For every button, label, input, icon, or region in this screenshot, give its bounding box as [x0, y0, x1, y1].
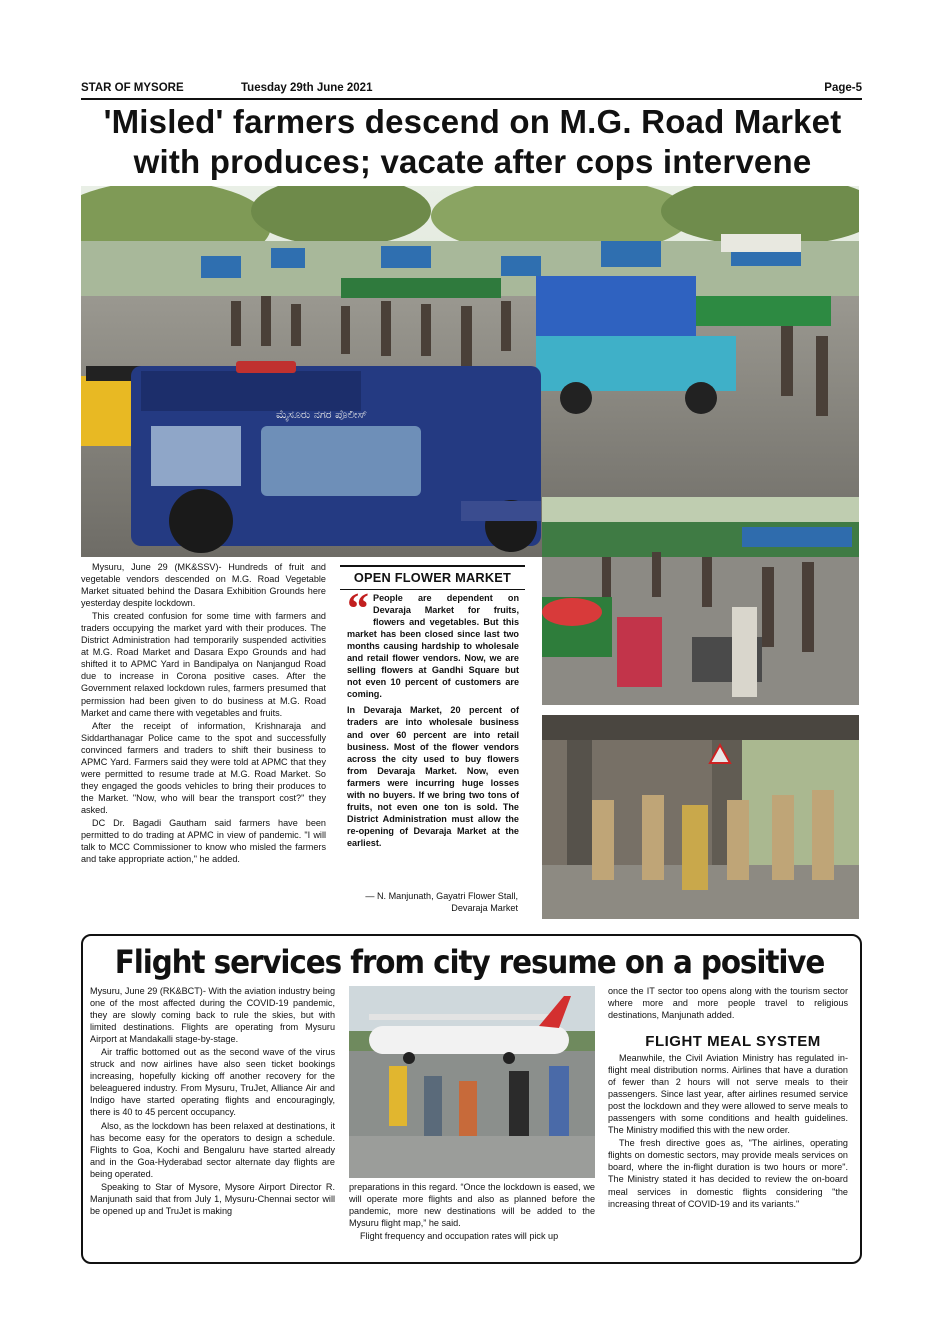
story1-paragraph-3: After the receipt of information, Krishnaraja and Siddarthanagar Police came to the spot and successfully convinced farmers and traders to shift their business to APMC Yard. Farmers said they were told at APMC that they were permitted to resume trade at M.G. Road Market. So they engaged the goods vehicles to bring their produces to the Market. "Now, who will bear the transport cost?" they asked. — [81, 720, 326, 815]
sidebar-attribution: — N. Manjunath, Gayatri Flower Stall, Devaraja Market — [365, 891, 518, 914]
sidebar-paragraph-1: People are dependent on Devaraja Market for fruits, flowers and vegetables. But this market has been closed since last two months causing hardship to wholesale and retail flower vendors. Now, we are selling flowers at Gandhi Square but not even 10 percent of customers are coming. — [347, 593, 519, 700]
sidebar-title: OPEN FLOWER MARKET — [340, 565, 525, 590]
story1-paragraph-2: This created confusion for some time with farmers and traders occupying the market yard with their produces. The District Administration had temporarily suspended activities at M.G. Road Market and Dasara Expo Grounds and had shifted it to APMC Yard in Bandipalya on Nanjangud Road due to increase in Corona positive cases. After the Government relaxed lockdown rules, farmers presumed that permission had been given to do business at M.G. Road Market and came there with vegetables and fruits. — [81, 611, 326, 718]
flight-meal-subhead: FLIGHT MEAL SYSTEM — [645, 1033, 821, 1050]
story2-col3-paragraph-2: The fresh directive goes as, "The airlines, operating flights on domestic sectors, may provide meals services on board, where the in-flight duration is two hours or more". The Ministry stated it has decided to review the on-board meal services in domestic flights considering "the increasing threat of COVID-19 and its variants." — [608, 1138, 848, 1209]
story1-body — [81, 561, 326, 865]
masthead — [81, 80, 862, 98]
story2-column-2 — [349, 1181, 595, 1242]
story2-col1-paragraph-1: Mysuru, June 29 (RK&BCT)- With the aviation industry being one of the most affected during the COVID-19 pandemic, they are slowly coming back to rule the skies, but with limited destinations. Flights are operating from Mysuru Airport at Mandakalli stage-by-stage. — [90, 986, 335, 1045]
story2-col1-paragraph-4: Speaking to Star of Mysore, Mysore Airport Director R. Manjunath said that from July 1, Mysuru-Chennai sector will be opened up and TruJet is making — [90, 1181, 335, 1216]
issue-date: Tuesday 29th June 2021 — [241, 82, 373, 94]
photo-police-under-bridge — [542, 715, 859, 919]
page-number: Page-5 — [824, 82, 862, 94]
story2-col2-paragraph-2: Flight frequency and occupation rates will pick up — [360, 1231, 559, 1242]
story2-col1-paragraph-3: Also, as the lockdown has been relaxed at destinations, it has become easy for the operators to design a schedule. Flights to Goa, Kochi and Bengaluru have started already and in the Goa-Hyderabad sector alternate day flights are being operated. — [90, 1120, 335, 1179]
story2-column-3-top — [608, 985, 848, 1021]
story2-col1-paragraph-2: Air traffic bottomed out as the second wave of the virus struck and now airlines have also seen ticket bookings increasing, hopefully kicking off another recovery for the beleaguered industry. From Mysuru, TruJet, Alliance Air and Indigo have started operating flights and encouragingly, there is 40 to 45 percent occupancy. — [90, 1047, 335, 1118]
newspaper-name: STAR OF MYSORE — [81, 82, 184, 94]
open-flower-market-sidebar — [340, 565, 525, 921]
story2-col3-paragraph-1: Meanwhile, the Civil Aviation Ministry has regulated in-flight meal distribution norms. Airlines that have a duration of fewer than 2 hours will not serve meals to their passengers. Since last year, after airlines resumed service post the lockdown and they were allowed to serve meals to passengers with some conditions and health guidelines. The Ministry modified this with the new order. — [608, 1053, 848, 1136]
sidebar-paragraph-2: In Devaraja Market, 20 percent of traders are into wholesale business and over 60 percent are into retail business. Most of the flower vendors across the city used to buy flowers from Devaraja Market. Now, even farmers were incurring huge losses with no buyers. If we bring two tons of fruits, not even one ton is sold. The District Administration must allow the re-opening of Devaraja Market at the earliest. — [347, 705, 519, 848]
story1-paragraph-1: Mysuru, June 29 (MK&SSV)- Hundreds of fruit and vegetable vendors descended on M.G. Road Vegetable Market situated behind the Dasara Exhibition Grounds here yesterday despite lockdown. — [81, 562, 326, 609]
story2-col2-paragraph-1: preparations in this regard. “Once the lockdown is eased, we will operate more flights and also as planned before the pandemic, more new destinations will be added to the Mysuru flight map,” he said. — [349, 1182, 595, 1229]
masthead-rule — [81, 98, 862, 100]
story1-headline-line2: with produces; vacate after cops intervene — [133, 143, 812, 180]
police-vehicle-label: ಮೈಸೂರು ನಗರ ಪೊಲೀಸ್ — [276, 408, 367, 421]
story2-headline: Flight services from city resume on a positive — [114, 943, 825, 981]
story2-col3-continuation: once the IT sector too opens along with the tourism sector where more and more people travel to religious destinations, Manjunath added. — [608, 986, 848, 1021]
photo-airport-passengers — [349, 986, 595, 1178]
story2-column-3 — [608, 1052, 848, 1210]
story1-headline — [60, 102, 885, 182]
story2-column-1 — [90, 985, 335, 1217]
sidebar-body — [347, 584, 519, 853]
quote-mark-icon: “ — [347, 584, 369, 633]
photo-market-crowd-scooter — [542, 497, 859, 705]
story1-paragraph-4: DC Dr. Bagadi Gautham said farmers have been permitted to do trading at APMC in view of pandemic. "I will talk to MCC Commissioner to know who misled the farmers and take appropriate action," he added. — [81, 817, 326, 865]
story1-headline-line1: 'Misled' farmers descend on M.G. Road Market — [103, 103, 842, 140]
